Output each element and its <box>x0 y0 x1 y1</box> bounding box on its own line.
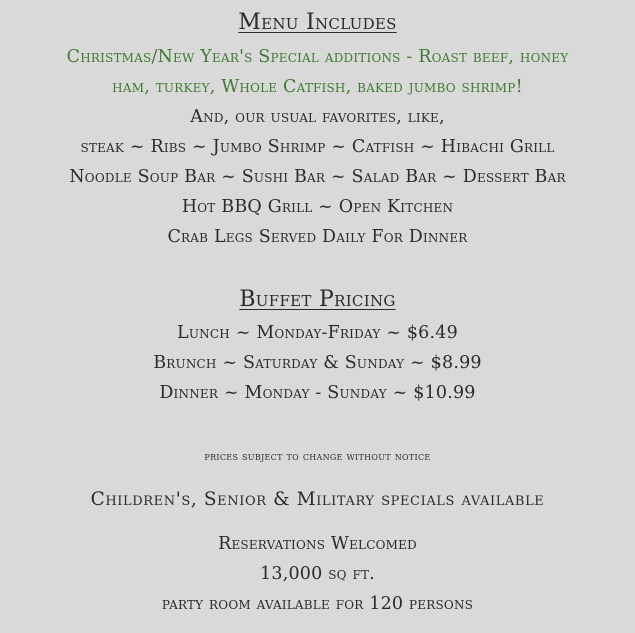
favorites-line-1: steak ~ Ribs ~ Jumbo Shrimp ~ Catfish ~ Hibachi Grill <box>80 137 555 157</box>
lunch-price: Lunch ~ Monday-Friday ~ $6.49 <box>177 323 458 343</box>
favorites-line-4: Crab Legs Served Daily For Dinner <box>167 227 468 247</box>
buffet-pricing-heading: Buffet Pricing <box>239 287 396 312</box>
price-disclaimer: prices subject to change without notice <box>204 450 431 463</box>
brunch-price: Brunch ~ Saturday & Sunday ~ $8.99 <box>153 353 482 373</box>
square-footage: 13,000 sq ft. <box>260 564 375 584</box>
favorites-line-3: Hot BBQ Grill ~ Open Kitchen <box>181 197 454 217</box>
party-room: party room available for 120 persons <box>161 594 474 614</box>
holiday-special-line-2: ham, turkey, Whole Catfish, baked jumbo shrimp! <box>112 77 523 97</box>
menu-includes-heading: Menu Includes <box>238 10 397 35</box>
favorites-intro: And, our usual favorites, like, <box>190 107 445 127</box>
holiday-special-line-1: Christmas/New Year's Special additions - Roast beef, honey <box>66 47 569 67</box>
dinner-price: Dinner ~ Monday - Sunday ~ $10.99 <box>159 383 476 403</box>
favorites-line-2: Noodle Soup Bar ~ Sushi Bar ~ Salad Bar ~ Dessert Bar <box>69 167 566 187</box>
reservations-welcomed: Reservations Welcomed <box>218 534 417 554</box>
specials-available: Children's, Senior & Military specials available <box>90 489 545 510</box>
